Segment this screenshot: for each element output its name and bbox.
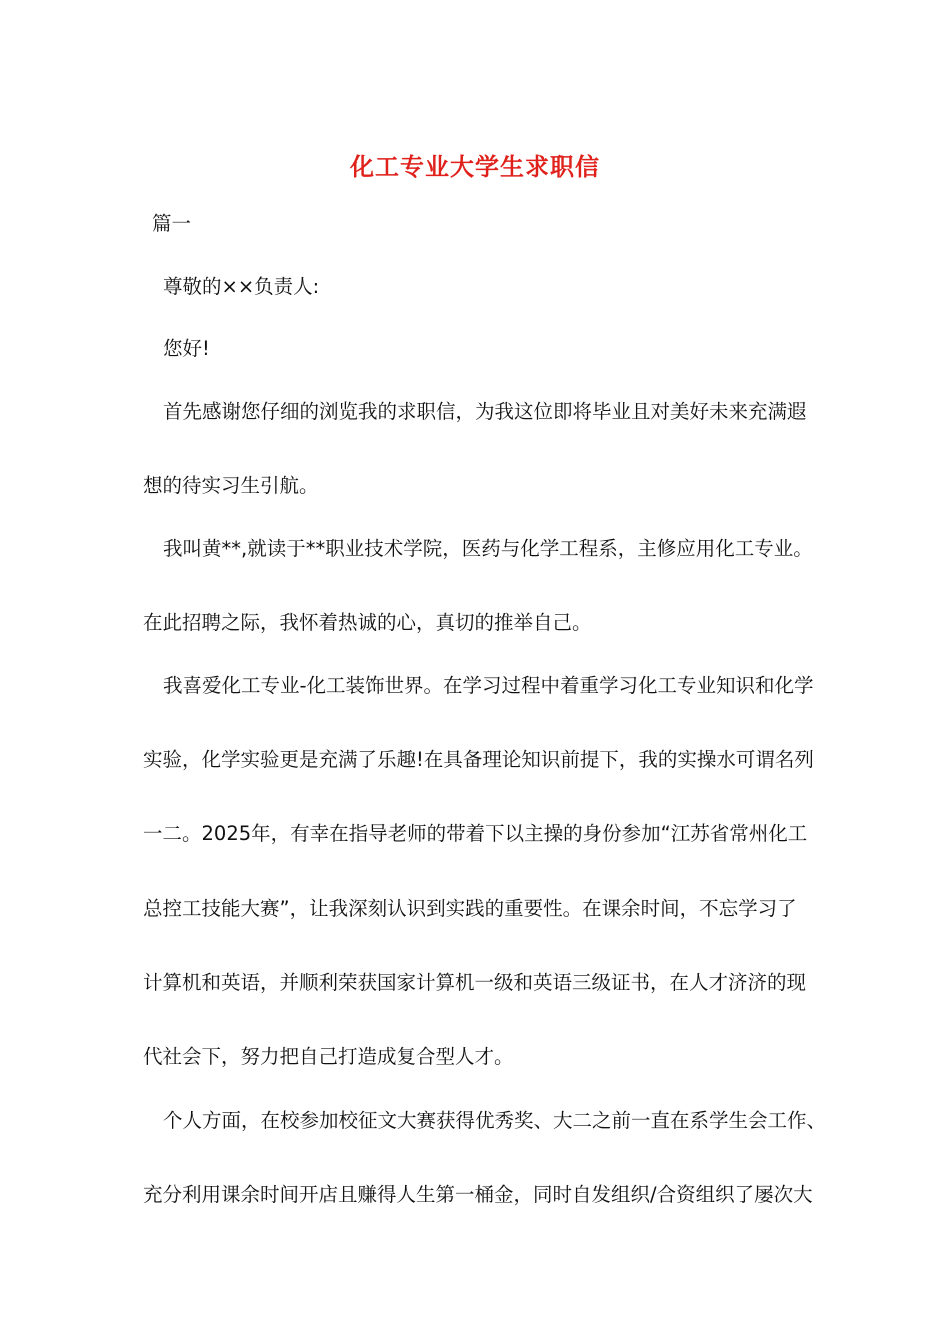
body-line: 我喜爱化工专业-化工装饰世界。在学习过程中着重学习化工专业知识和化学 <box>163 674 814 697</box>
greeting: 您好! <box>163 337 210 360</box>
body-line: 个人方面，在校参加校征文大赛获得优秀奖、大二之前一直在系学生会工作、 <box>163 1109 827 1132</box>
body-line: 总控工技能大赛”，让我深刻认识到实践的重要性。在课余时间，不忘学习了 <box>143 897 797 920</box>
document-title: 化工专业大学生求职信 <box>350 153 600 181</box>
body-line: 充分利用课余时间开店且赚得人生第一桶金，同时自发组织/合资组织了屡次大 <box>143 1183 813 1206</box>
body-line: 代社会下，努力把自己打造成复合型人才。 <box>143 1045 514 1068</box>
salutation: 尊敬的××负责人: <box>163 275 320 298</box>
body-line: 一二。2025年，有幸在指导老师的带着下以主操的身份参加“江苏省常州化工 <box>143 822 808 845</box>
section-label: 篇一 <box>152 212 192 235</box>
body-line: 实验，化学实验更是充满了乐趣!在具备理论知识前提下，我的实操水可谓名列 <box>143 748 814 771</box>
body-line: 首先感谢您仔细的浏览我的求职信，为我这位即将毕业且对美好未来充满遐 <box>163 400 807 423</box>
body-line: 计算机和英语，并顺利荣获国家计算机一级和英语三级证书，在人才济济的现 <box>143 971 807 994</box>
body-line: 我叫黄**,就读于**职业技术学院，医药与化学工程系，主修应用化工专业。 <box>163 537 813 560</box>
body-line: 在此招聘之际，我怀着热诚的心，真切的推举自己。 <box>143 611 592 634</box>
body-line: 想的待实习生引航。 <box>143 474 319 497</box>
